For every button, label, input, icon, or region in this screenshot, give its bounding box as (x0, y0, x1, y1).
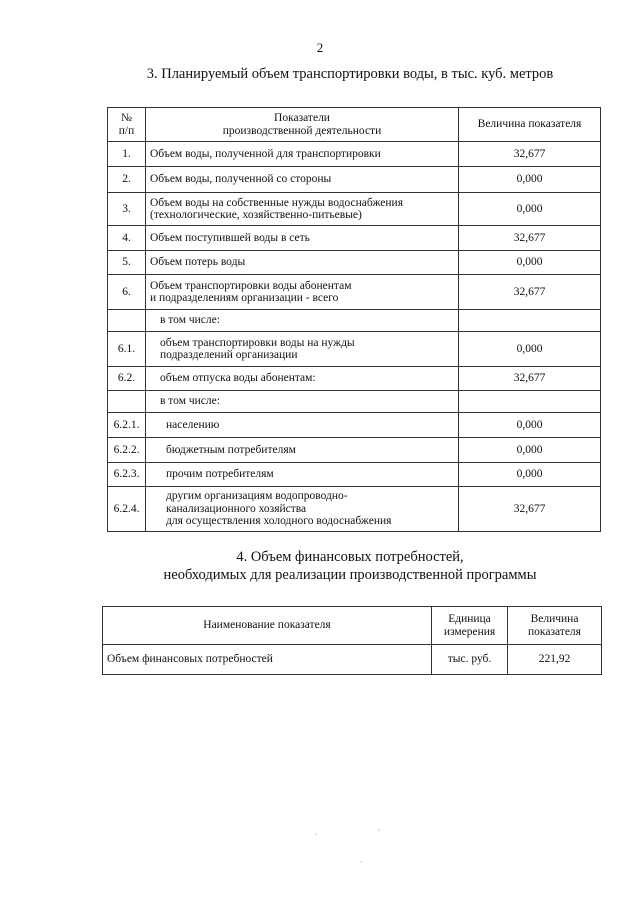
row-name: в том числе: (146, 310, 459, 332)
row-value: 0,000 (459, 167, 601, 193)
row-num (108, 391, 146, 413)
table-row (108, 487, 601, 532)
row-value: 0,000 (459, 438, 601, 463)
row-num: 6.2. (108, 367, 146, 391)
table-header-row (108, 108, 601, 142)
row-num: 6. (108, 275, 146, 310)
row-value: 221,92 (508, 645, 602, 675)
row-value: 32,677 (459, 367, 601, 391)
header-indicator: Показатели производственной деятельности (146, 108, 459, 142)
header-unit: Единица измерения (432, 607, 508, 645)
row-name: другим организациям водопроводно- канализационного хозяйства для осуществления холодного водоснабжения (146, 487, 459, 532)
financial-needs-table (102, 606, 602, 675)
row-value: 32,677 (459, 142, 601, 167)
table-row (108, 463, 601, 487)
table-row (108, 332, 601, 367)
table-row (108, 413, 601, 438)
table-row (108, 391, 601, 413)
header-value: Величина показателя (508, 607, 602, 645)
row-name: Объем воды, полученной для транспортировки (146, 142, 459, 167)
row-name: в том числе: (146, 391, 459, 413)
table-row (108, 142, 601, 167)
row-value: 0,000 (459, 193, 601, 226)
row-num: 6.2.3. (108, 463, 146, 487)
row-name: прочим потребителям (146, 463, 459, 487)
row-value: 0,000 (459, 251, 601, 275)
row-value (459, 310, 601, 332)
section3-title: 3. Планируемый объем транспортировки воды, в тыс. куб. метров (146, 66, 554, 82)
row-name: Объем финансовых потребностей (103, 645, 432, 675)
row-name: Объем поступившей воды в сеть (146, 226, 459, 251)
row-value: 0,000 (459, 463, 601, 487)
row-num: 6.2.4. (108, 487, 146, 532)
row-num: 4. (108, 226, 146, 251)
table-header-row (103, 607, 602, 645)
table-row (108, 438, 601, 463)
row-value: 32,677 (459, 275, 601, 310)
table-row (108, 275, 601, 310)
table-row (108, 310, 601, 332)
row-num: 6.1. (108, 332, 146, 367)
row-value: 0,000 (459, 332, 601, 367)
row-name: Объем воды, полученной со стороны (146, 167, 459, 193)
row-name: бюджетным потребителям (146, 438, 459, 463)
table-row (108, 251, 601, 275)
table-row (108, 226, 601, 251)
page-number: 2 (316, 40, 324, 55)
row-name: объем отпуска воды абонентам: (146, 367, 459, 391)
row-name: Объем транспортировки воды абонентам и подразделениям организации - всего (146, 275, 459, 310)
row-num: 5. (108, 251, 146, 275)
row-num (108, 310, 146, 332)
header-value: Величина показателя (459, 108, 601, 142)
row-num: 6.2.1. (108, 413, 146, 438)
header-num: № п/п (108, 108, 146, 142)
row-value: 0,000 (459, 413, 601, 438)
row-num: 1. (108, 142, 146, 167)
row-unit: тыс. руб. (432, 645, 508, 675)
row-name: населению (146, 413, 459, 438)
table-row (108, 367, 601, 391)
table-row (103, 645, 602, 675)
row-num: 3. (108, 193, 146, 226)
row-name: Объем воды на собственные нужды водоснабжения (технологические, хозяйственно-питьевые) (146, 193, 459, 226)
row-name: Объем потерь воды (146, 251, 459, 275)
table-row (108, 167, 601, 193)
section4-title: 4. Объем финансовых потребностей, необходимых для реализации производственной программы (163, 549, 537, 583)
row-name: объем транспортировки воды на нужды подразделений организации (146, 332, 459, 367)
header-name: Наименование показателя (103, 607, 432, 645)
row-num: 6.2.2. (108, 438, 146, 463)
row-num: 2. (108, 167, 146, 193)
water-transport-table (107, 107, 601, 532)
row-value: 32,677 (459, 487, 601, 532)
row-value: 32,677 (459, 226, 601, 251)
table-row (108, 193, 601, 226)
row-value (459, 391, 601, 413)
